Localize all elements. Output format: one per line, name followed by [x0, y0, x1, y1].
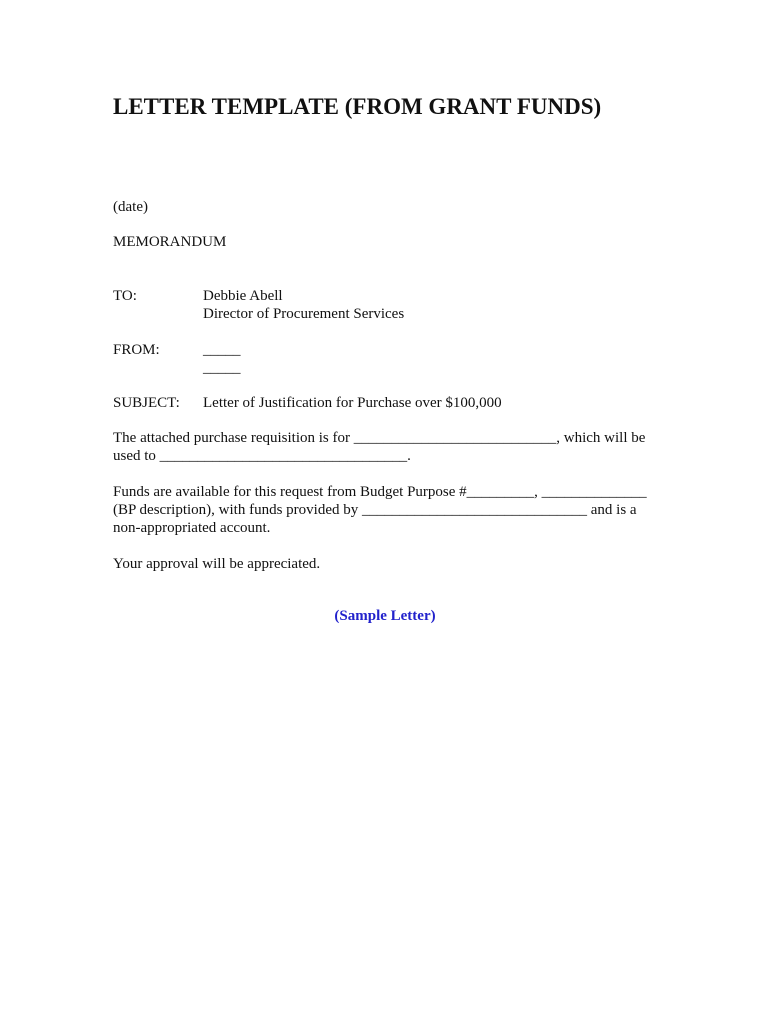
paragraph-funds-line-3: non-appropriated account. — [113, 520, 271, 536]
from-blank-2: _____ — [203, 360, 241, 376]
to-title: Director of Procurement Services — [203, 306, 405, 322]
subject-text: Letter of Justification for Purchase over $100,000 — [203, 395, 502, 411]
sample-letter-text: (Sample Letter) — [334, 608, 436, 624]
memo-heading: MEMORANDUM — [113, 234, 227, 250]
paragraph-purchase-line-1: The attached purchase requisition is for ___________________________, which will be — [113, 430, 646, 446]
paragraph-funds-line-1: Funds are available for this request from Budget Purpose #_________, ______________ — [113, 484, 647, 500]
from-label: FROM: — [113, 342, 160, 358]
paragraph-purchase — [113, 429, 673, 465]
closing-line: Your approval will be appreciated. — [113, 556, 321, 572]
paragraph-purchase-line-2: used to _________________________________. — [113, 448, 411, 464]
subject-label: SUBJECT: — [113, 395, 180, 411]
to-label: TO: — [113, 288, 137, 304]
sample-letter-note — [0, 608, 770, 625]
paragraph-funds-line-2: (BP description), with funds provided by ______________________________ and is a — [113, 502, 637, 518]
from-blank-1: _____ — [203, 342, 241, 358]
date-placeholder: (date) — [113, 199, 148, 215]
to-name: Debbie Abell — [203, 288, 283, 304]
document-title: LETTER TEMPLATE (FROM GRANT FUNDS) — [113, 94, 602, 119]
paragraph-funds — [113, 483, 673, 537]
